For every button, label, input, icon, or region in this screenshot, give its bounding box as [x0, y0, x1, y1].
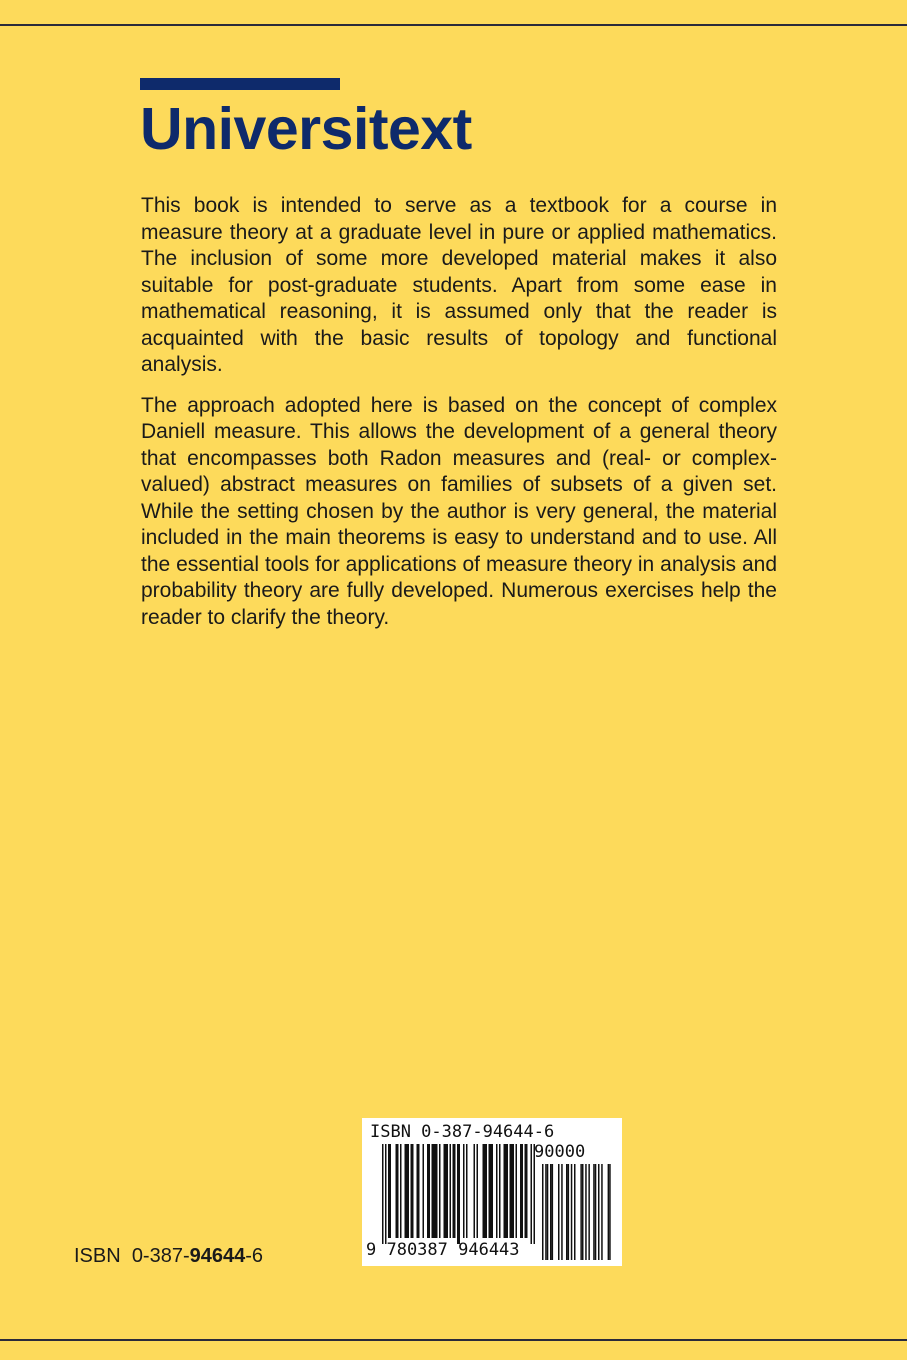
- isbn-bold-part: 94644: [189, 1245, 246, 1267]
- blurb-paragraph-2: The approach adopted here is based on the concept of complex Daniell measure. This allows the development of a general theory that encompasses both Radon measures and (real- or complex-valued) abstract measures on families of subsets of a given set. While the setting chosen by the author is very general, the material included in the main theorems is easy to understand and to use. All the essential tools for applications of measure theory in analysis and probability theory are fully developed. Numerous exercises help the reader to clarify the theory.: [141, 393, 777, 629]
- barcode-isbn-text: ISBN 0-387-94644-6: [370, 1122, 555, 1142]
- isbn-line: [74, 1245, 263, 1268]
- bottom-rule: [0, 1339, 907, 1341]
- barcode: [362, 1118, 622, 1266]
- barcode-ean-digits: 9 780387 946443: [366, 1240, 520, 1260]
- isbn-prefix: 0-387-: [131, 1245, 190, 1267]
- series-logo-bar: [140, 78, 340, 90]
- blurb-paragraph-1: This book is intended to serve as a textbook for a course in measure theory at a graduate level in pure or applied mathematics. The inclusion of some more developed material makes it also suitable for post-graduate students. Apart from some ease in mathematical reasoning, it is assumed only that the reader is acquainted with the basic results of topology and functional analysis.: [141, 194, 777, 376]
- series-title: Universitext: [140, 96, 472, 162]
- top-rule: [0, 24, 907, 26]
- isbn-suffix: -6: [245, 1245, 264, 1267]
- isbn-label: ISBN: [74, 1245, 121, 1267]
- back-cover-blurb: [141, 193, 777, 645]
- barcode-price-code: 90000: [534, 1142, 586, 1162]
